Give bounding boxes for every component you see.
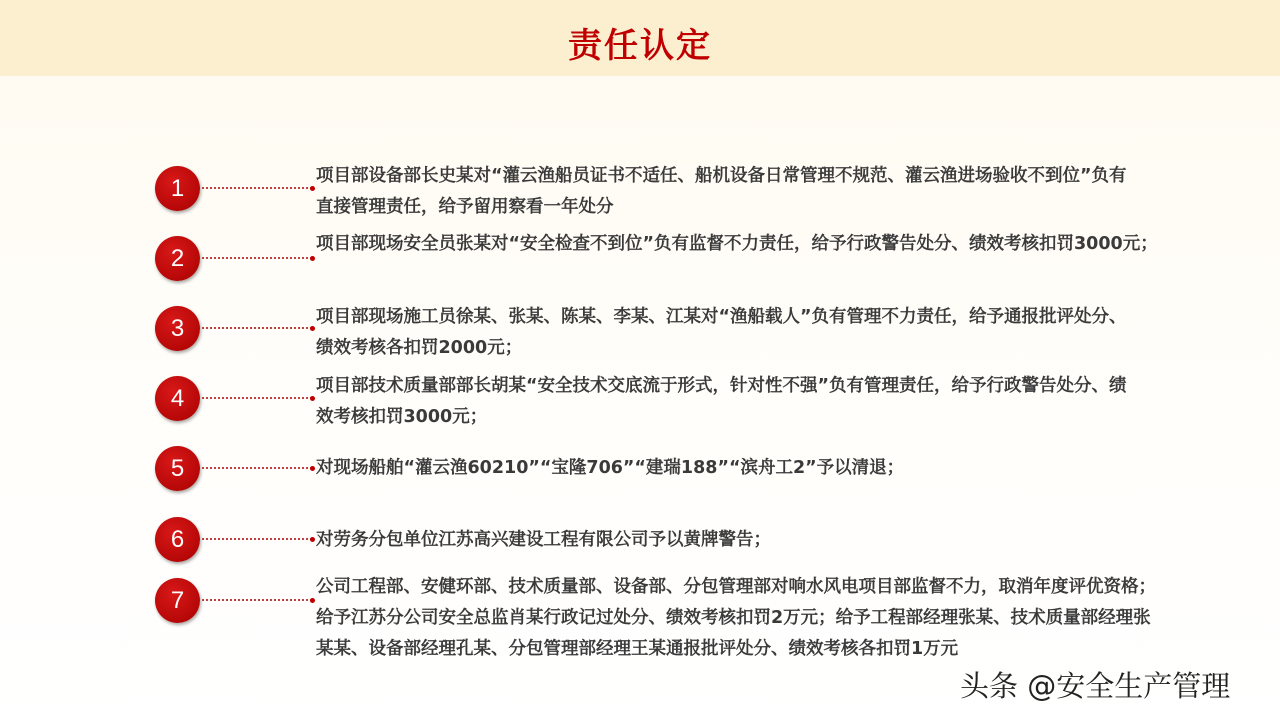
item-text-line: 某某、设备部经理孔某、分包管理部经理王某通报批评处分、绩效考核各扣罚1万元 — [316, 639, 959, 659]
connector-dot — [310, 186, 315, 191]
connector-dot — [310, 326, 315, 331]
item-text-line: 效考核扣罚3000元； — [316, 407, 488, 427]
item-text-line: 直接管理责任，给予留用察看一年处分 — [316, 197, 614, 217]
item-text-line: 对现场船舶“灌云渔60210”“宝隆706”“建瑞188”“滨舟工2”予以清退； — [316, 458, 905, 478]
item-text-line: 项目部技术质量部部长胡某“安全技术交底流于形式，针对性不强”负有管理责任，给予行政警告处分、绩 — [316, 376, 1127, 396]
number-badge: 2 — [155, 236, 200, 281]
item-text-line: 项目部现场安全员张某对“安全检查不到位”负有监督不力责任，给予行政警告处分、绩效考核扣罚3000元； — [316, 234, 1158, 254]
number-badge: 7 — [155, 578, 200, 623]
item-text — [316, 161, 1127, 223]
item-text-line: 公司工程部、安健环部、技术质量部、设备部、分包管理部对响水风电项目部监督不力，取消年度评优资格； — [316, 577, 1156, 597]
item-text-line: 绩效考核各扣罚2000元； — [316, 338, 523, 358]
connector-dot — [310, 396, 315, 401]
connector-dot — [310, 466, 315, 471]
number-badge: 6 — [155, 517, 200, 562]
dotted-connector — [202, 327, 312, 329]
item-text — [316, 572, 1156, 665]
item-text — [316, 229, 1158, 260]
item-text-line: 对劳务分包单位江苏高兴建设工程有限公司予以黄牌警告； — [316, 530, 771, 550]
number-badge: 5 — [155, 446, 200, 491]
number-badge: 4 — [155, 376, 200, 421]
number-badge: 1 — [155, 166, 200, 211]
item-text-line: 项目部设备部长史某对“灌云渔船员证书不适任、船机设备日常管理不规范、灌云渔进场验收不到位”负有 — [316, 166, 1127, 186]
dotted-connector — [202, 257, 312, 259]
number-badge: 3 — [155, 306, 200, 351]
item-text — [316, 453, 904, 484]
watermark: 头条 @安全生产管理 — [960, 669, 1231, 703]
connector-dot — [310, 598, 315, 603]
item-text — [316, 371, 1127, 433]
item-text-line: 给予江苏分公司安全总监肖某行政记过处分、绩效考核扣罚2万元；给予工程部经理张某、技术质量部经理张 — [316, 608, 1151, 628]
dotted-connector — [202, 187, 312, 189]
dotted-connector — [202, 538, 312, 540]
connector-dot — [310, 537, 315, 542]
item-text — [316, 525, 771, 556]
page-title: 责任认定 — [568, 26, 712, 66]
item-text-line: 项目部现场施工员徐某、张某、陈某、李某、江某对“渔船载人”负有管理不力责任，给予通报批评处分、 — [316, 307, 1127, 327]
dotted-connector — [202, 467, 312, 469]
dotted-connector — [202, 397, 312, 399]
dotted-connector — [202, 599, 312, 601]
item-text — [316, 302, 1127, 364]
connector-dot — [310, 256, 315, 261]
